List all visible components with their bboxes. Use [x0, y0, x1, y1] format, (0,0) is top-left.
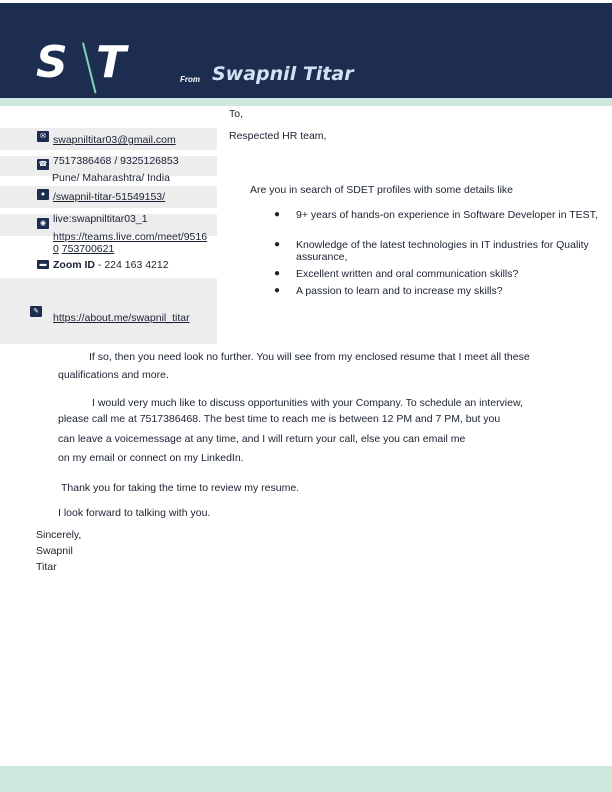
header-accent-strip [0, 98, 612, 106]
bullet-marker: ● [274, 209, 281, 220]
footer-band [0, 766, 612, 792]
from-label: From [180, 75, 200, 84]
phone-numbers: 7517386468 / 9325126853 [53, 155, 179, 167]
paragraph-2-line-2: please call me at 7517386468. The best time to reach me is between 12 PM and 7 PM, but you [58, 413, 501, 425]
thanks-line: Thank you for taking the time to review my resume. [61, 482, 300, 494]
monogram-initial-t: T [96, 37, 127, 88]
bullet-item: Knowledge of the latest technologies in IT industries for Quality assurance, [296, 239, 589, 263]
bullet-marker: ● [274, 239, 281, 250]
bullet-item: 9+ years of hands-on experience in Software Developer in TEST, [296, 209, 598, 221]
aboutme-link[interactable]: https://about.me/swapnil_titar [53, 312, 190, 324]
location-text: Pune/ Maharashtra/ India [52, 172, 170, 184]
bullet-item: Excellent written and oral communication skills? [296, 268, 519, 280]
teams-link-line2[interactable] [53, 243, 114, 255]
paragraph-2-line-1: I would very much like to discuss opportunities with your Company. To schedule an interview, [92, 397, 523, 409]
intro-line: Are you in search of SDET profiles with some details like [250, 184, 514, 196]
bullet-item: A passion to learn and to increase my skills? [296, 285, 503, 297]
signature-first-name: Swapnil [36, 545, 73, 557]
skype-location-icon: ◉ [37, 218, 49, 229]
email-icon: ✉ [37, 131, 49, 142]
teams-link-line1[interactable]: https://teams.live.com/meet/9516 [53, 231, 208, 243]
paragraph-2-line-3: can leave a voicemessage at any time, and I will return your call, else you can email me [58, 433, 466, 445]
zoom-video-icon: ▬ [37, 260, 49, 269]
monogram-initial-s: S [36, 37, 68, 88]
monogram-divider [82, 43, 97, 94]
closing: Sincerely, [36, 529, 82, 541]
sender-name: Swapnil Titar [212, 63, 354, 85]
email-link[interactable]: swapniltitar03@gmail.com [53, 134, 176, 146]
look-forward-line: I look forward to talking with you. [58, 507, 211, 519]
linkedin-profile-icon: ● [37, 189, 49, 200]
greeting: Respected HR team, [229, 130, 327, 142]
teams-link-part-a[interactable]: 0 [53, 243, 59, 255]
salutation-to: To, [229, 108, 244, 120]
phone-icon: ☎ [38, 161, 48, 168]
zoom-id [53, 259, 169, 271]
signature-last-name: Titar [36, 561, 57, 573]
teams-link-part-b[interactable]: 753700621 [61, 243, 115, 255]
bullet-marker: ● [274, 268, 281, 279]
paragraph-1-line-1: If so, then you need look no further. You will see from my enclosed resume that I meet all these [89, 351, 530, 363]
skype-id: live:swapniltitar03_1 [53, 213, 148, 225]
aboutme-link-icon: ✎ [30, 306, 42, 317]
paragraph-1-line-2: qualifications and more. [58, 369, 169, 381]
paragraph-2-line-4: on my email or connect on my LinkedIn. [58, 452, 244, 464]
zoom-value: - 224 163 4212 [97, 259, 169, 271]
linkedin-link[interactable]: /swapnil-titar-51549153/ [53, 191, 166, 203]
zoom-label: Zoom ID [53, 259, 95, 271]
header-band [0, 3, 612, 98]
bullet-marker: ● [274, 285, 281, 296]
